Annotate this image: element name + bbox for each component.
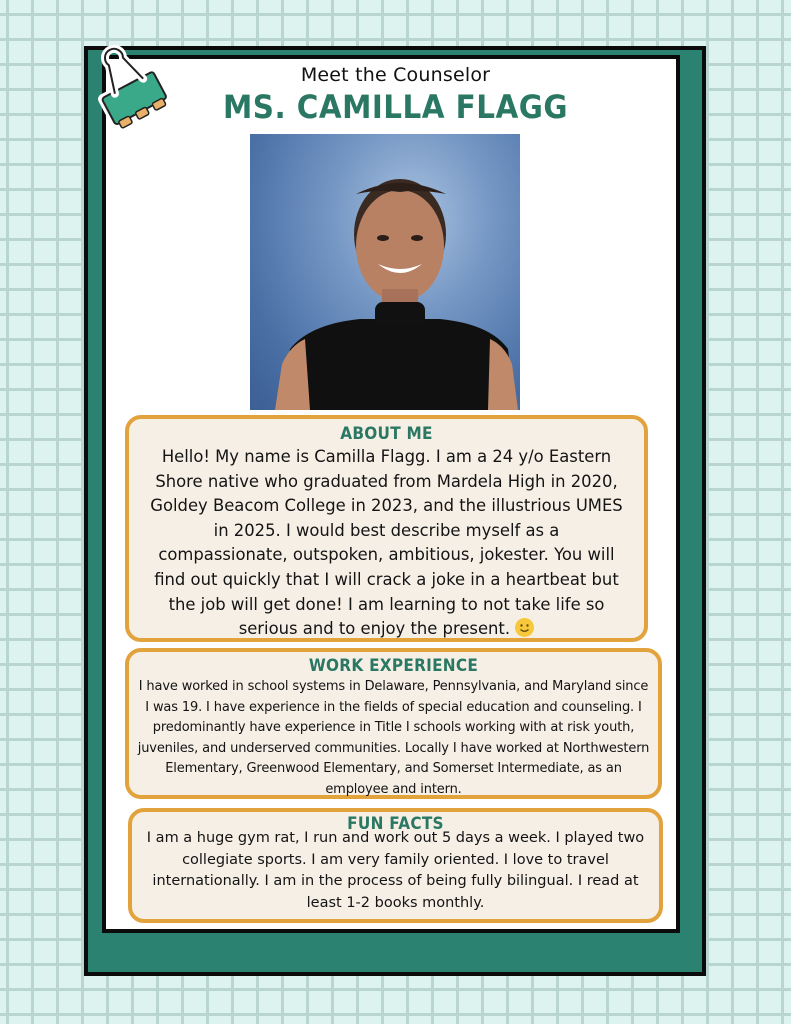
work-experience-heading: WORK EXPERIENCE xyxy=(308,656,479,676)
fun-facts-heading: FUN FACTS xyxy=(347,814,444,834)
fun-facts-body: I am a huge gym rat, I run and work out 5 days a week. I played two collegiate sports. I am very family oriented. I love to travel internationally. I am in the process of being fully bilingual. I read at least 1-2 books monthly. xyxy=(146,830,645,911)
page-title: MS. CAMILLA FLAGG xyxy=(223,88,568,126)
fun-facts-section xyxy=(128,808,663,923)
smiley-face-icon xyxy=(515,618,534,637)
portrait-illustration xyxy=(250,134,520,410)
about-me-section xyxy=(125,415,648,642)
about-me-heading: ABOUT ME xyxy=(340,424,433,444)
about-me-body: Hello! My name is Camilla Flagg. I am a 24 y/o Eastern Shore native who graduated from Mardela High in 2020, Goldey Beacom College in 2023, and the illustrious UMES in 2025. I would best describe myself as a compassionate, outspoken, ambitious, jokester. You will find out quickly that I will crack a joke in a heartbeat but the job will get done! I am learning to not take life so serious and to enjoy the present. xyxy=(150,447,623,639)
page-subtitle: Meet the Counselor xyxy=(300,64,491,86)
counselor-photo xyxy=(250,134,520,410)
work-experience-body: I have worked in school systems in Delaware, Pennsylvania, and Maryland since I was 19. I have experience in the fields of special education and counseling. I predominantly have experience in Title I schools working with at risk youth, juveniles, and underserved communities. Locally I have worked at Northwestern Elementary, Greenwood Elementary, and Somerset Intermediate, as an employee and intern. xyxy=(137,679,650,797)
work-experience-section xyxy=(125,648,662,799)
